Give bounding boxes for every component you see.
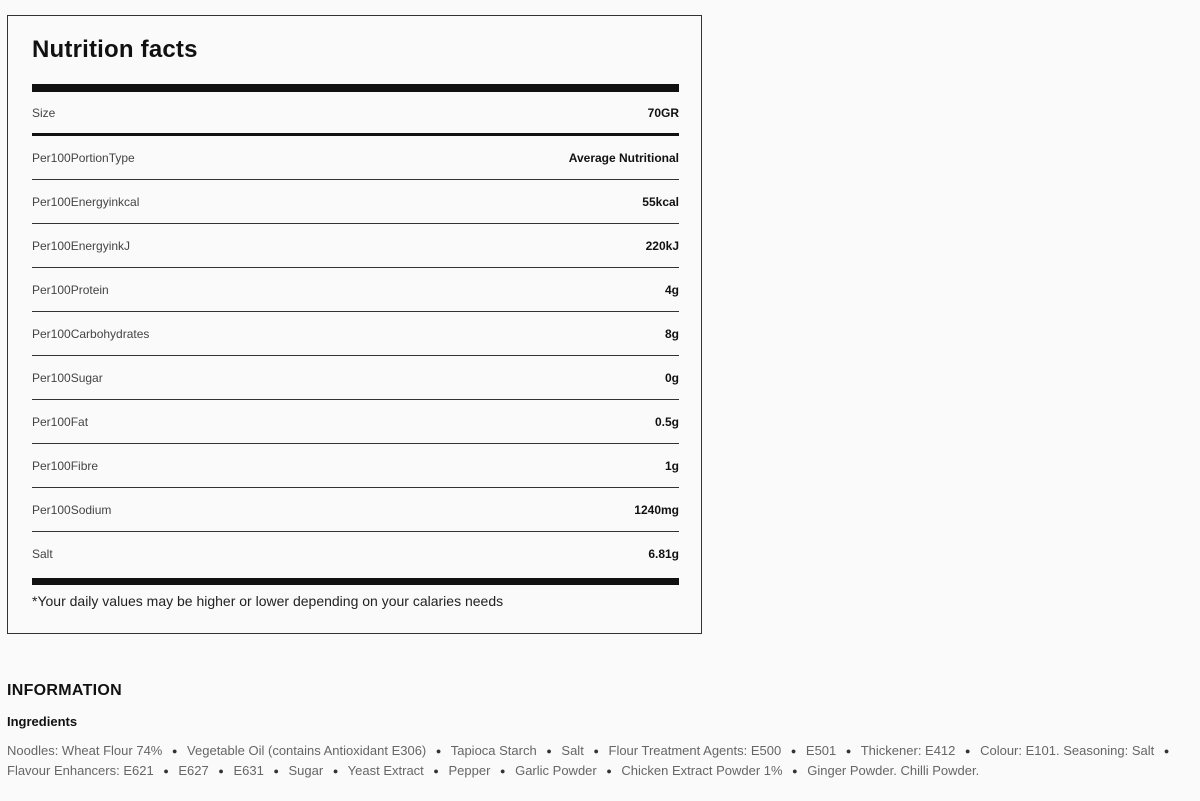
bottom-divider-bar [32,578,679,585]
ingredient-item: Sugar [288,763,324,778]
nutrition-row-value: 8g [664,326,679,341]
nutrition-row-label: Per100Sugar [32,370,103,385]
nutrition-row-label: Per100EnergyinkJ [32,238,131,253]
nutrition-row-fibre [32,444,679,488]
nutrition-row-energy-kcal [32,180,679,224]
ingredient-item: Yeast Extract [347,763,424,778]
ingredients-heading: Ingredients [7,714,78,729]
nutrition-row-value: 70GR [647,105,679,120]
ingredient-item: Noodles: Wheat Flour 74% [7,743,163,758]
ingredient-item: Garlic Powder [515,763,597,778]
ingredient-item: Salt [561,743,584,758]
bullet-separator-icon: ● [500,766,506,776]
nutrition-row-sodium [32,488,679,532]
nutrition-row-value: 220kJ [645,238,679,253]
bullet-separator-icon: ● [435,746,442,756]
nutrition-row-value: Average Nutritional [568,150,679,165]
nutrition-facts-panel [7,15,702,634]
nutrition-row-fat [32,400,679,444]
top-divider-bar [32,84,679,92]
ingredient-item: Colour: E101. Seasoning: Salt [980,743,1155,758]
bullet-separator-icon: ● [792,766,798,776]
ingredients-list [7,741,1195,781]
nutrition-row-label: Size [32,105,56,120]
nutrition-row-label: Per100Energyinkcal [32,194,140,209]
ingredient-item: Tapioca Starch [450,743,537,758]
bullet-separator-icon: ● [1163,746,1170,756]
information-heading: INFORMATION [7,682,122,699]
nutrition-row-value: 1g [664,458,679,473]
ingredient-item: Pepper [448,763,491,778]
nutrition-row-label: Per100Fat [32,414,89,429]
nutrition-row-sugar [32,356,679,400]
bullet-separator-icon: ● [163,766,169,776]
nutrition-row-size [32,92,679,136]
bullet-separator-icon: ● [790,746,797,756]
nutrition-rows [32,92,679,576]
ingredient-item: Flour Treatment Agents: E500 [608,743,782,758]
ingredient-item: Thickener: E412 [860,743,956,758]
ingredient-item: E627 [178,763,209,778]
nutrition-row-value: 55kcal [642,194,679,209]
nutrition-row-label: Per100PortionType [32,150,135,165]
bullet-separator-icon: ● [171,746,178,756]
nutrition-title: Nutrition facts [32,36,198,63]
nutrition-row-label: Per100Fibre [32,458,99,473]
bullet-separator-icon: ● [273,766,279,776]
bullet-separator-icon: ● [433,766,439,776]
nutrition-row-label: Salt [32,547,53,561]
ingredient-item: Chicken Extract Powder 1% [621,763,783,778]
nutrition-row-label: Per100Protein [32,282,109,297]
nutrition-row-value: 4g [664,282,679,297]
ingredient-item: Ginger Powder. Chilli Powder. [807,763,980,778]
bullet-separator-icon: ● [845,746,852,756]
nutrition-row-value: 1240mg [634,502,679,517]
bullet-separator-icon: ● [593,746,599,756]
bullet-separator-icon: ● [332,766,339,776]
nutrition-row-carbohydrates [32,312,679,356]
nutrition-row-label: Per100Carbohydrates [32,326,150,341]
nutrition-row-portion-type [32,136,679,180]
nutrition-row-salt [32,532,679,576]
ingredient-item: E631 [233,763,264,778]
bullet-separator-icon: ● [546,746,552,756]
ingredient-item: Vegetable Oil (contains Antioxidant E306) [187,743,427,758]
bullet-separator-icon: ● [965,746,971,756]
ingredient-item: E501 [805,743,837,758]
nutrition-row-value: 0.5g [654,414,679,429]
nutrition-row-protein [32,268,679,312]
bullet-separator-icon: ● [218,766,224,776]
nutrition-row-value: 6.81g [648,547,679,561]
nutrition-row-label: Per100Sodium [32,502,112,517]
daily-values-footnote: *Your daily values may be higher or lower depending on your calaries needs [32,593,504,609]
nutrition-row-value: 0g [664,370,679,385]
nutrition-row-energy-kj [32,224,679,268]
ingredient-item: Flavour Enhancers: E621 [7,763,154,778]
bullet-separator-icon: ● [606,766,612,776]
